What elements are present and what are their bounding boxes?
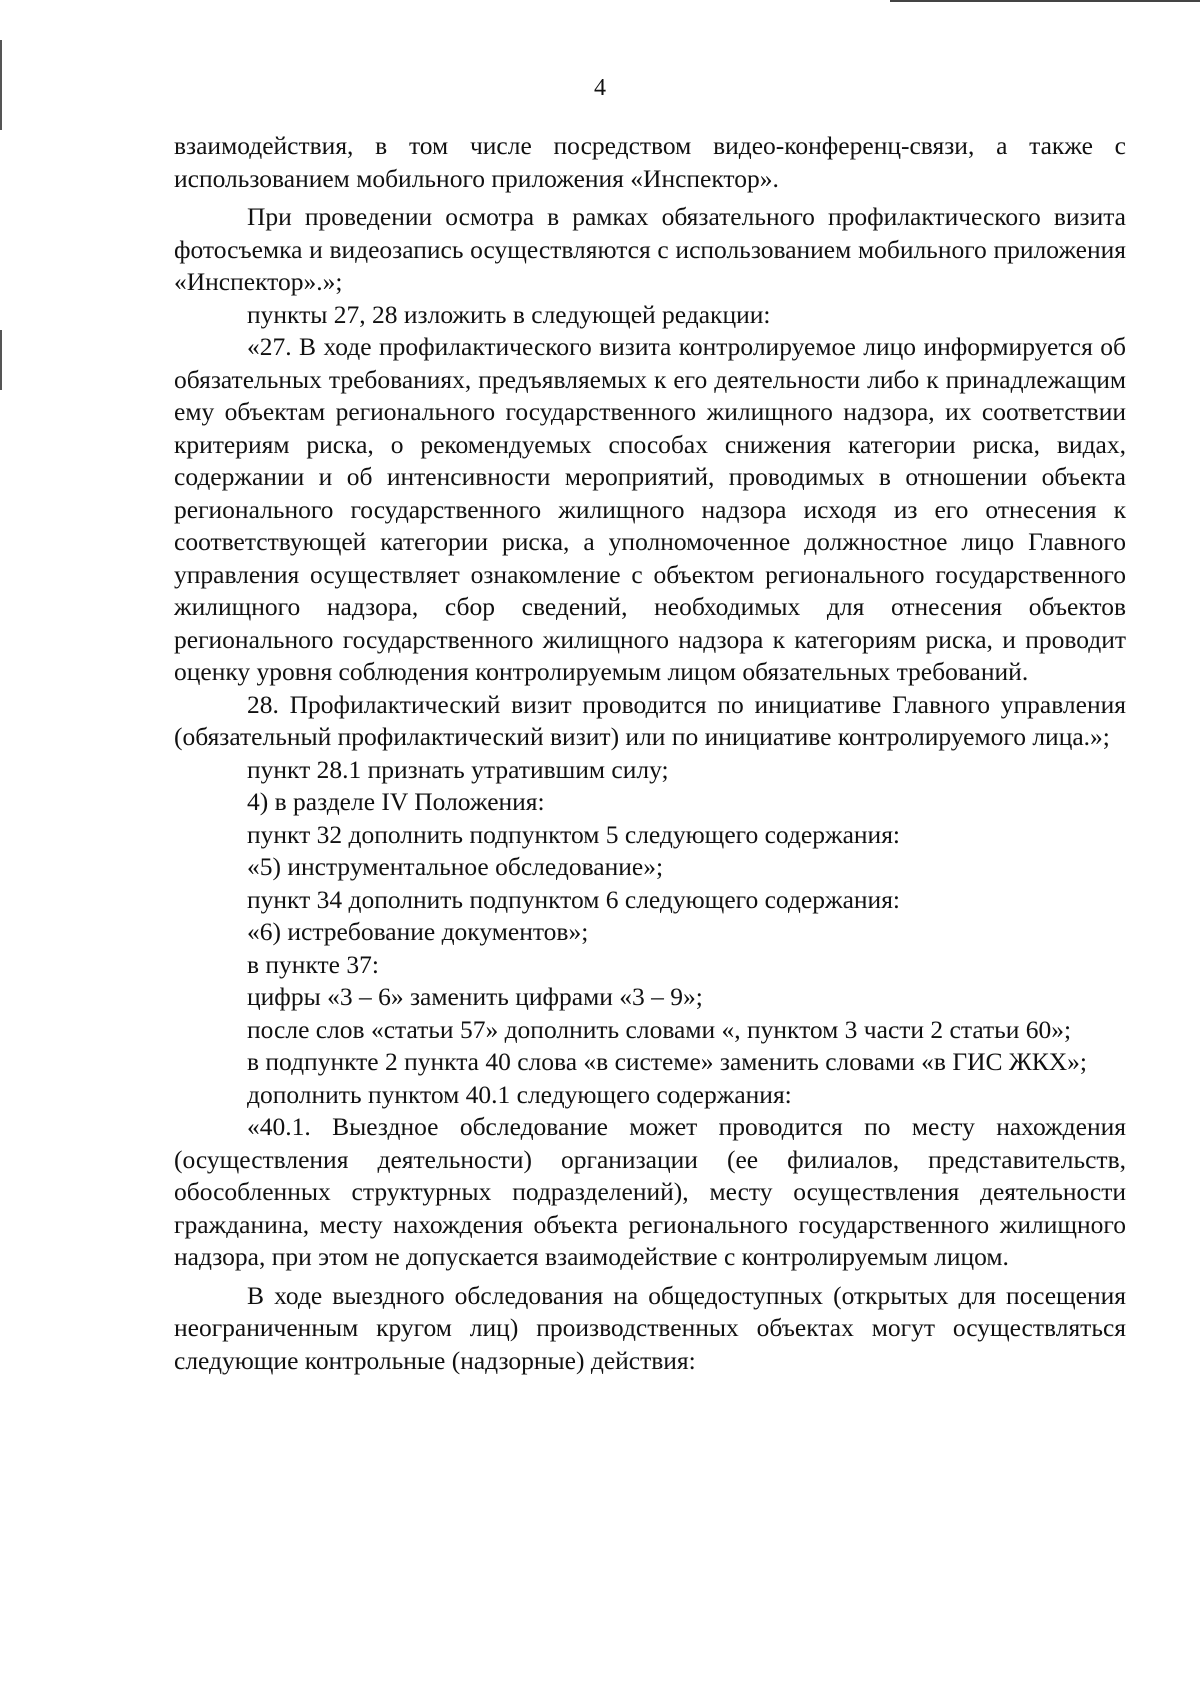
paragraph: цифры «3 – 6» заменить цифрами «3 – 9»; xyxy=(247,982,703,1011)
paragraph: 4) в разделе IV Положения: xyxy=(247,787,545,816)
paragraph: пункт 34 дополнить подпунктом 6 следующего содержания: xyxy=(247,884,901,914)
paragraph-item-40-1: «40.1. Выездное обследование может проводится по месту нахождения (осуществления деятельности) организации (ее филиалов, представительств, обособленных структурных подразделений), месту осуществления деятельности гражданина, месту нахождения объекта регионального государственного жилищного надзора, при этом не допускается взаимодействие с контролируемым лицом. xyxy=(174,1112,1126,1271)
paragraph: При проведении осмотра в рамках обязательного профилактического визита фотосъемка и видеозапись осуществляются с использованием мобильного приложения «Инспектор».»; xyxy=(174,202,1126,296)
paragraph: после слов «статьи 57» дополнить словами «, пунктом 3 части 2 статьи 60»; xyxy=(247,1014,1072,1044)
paragraph-item-28: 28. Профилактический визит проводится по инициативе Главного управления (обязательный профилактический визит) или по инициативе контролируемого лица.»; xyxy=(174,689,1126,751)
scan-artifact-top-line xyxy=(890,0,1200,2)
scan-artifact-left-edge xyxy=(0,330,2,390)
paragraph: «6) истребование документов»; xyxy=(247,917,589,946)
page-number: 4 xyxy=(594,75,606,101)
paragraph: «5) инструментальное обследование»; xyxy=(247,852,664,881)
paragraph: в пункте 37: xyxy=(247,949,379,979)
paragraph-continuation: взаимодействия, в том числе посредством видео-конференц-связи, а также с использованием мобильного приложения «Инспектор». xyxy=(174,131,1126,193)
paragraph-item-27: «27. В ходе профилактического визита контролируемое лицо информируется об обязательных требованиях, предъявляемых к его деятельности либо к принадлежащим ему объектам регионального государственного жилищного надзора, их соответствии критериям риска, о рекомендуемых способах снижения категории риска, видах, содержании и об интенсивности мероприятий, проводимых в отношении объекта регионального государственного жилищного надзора исходя из его отнесения к соответствующей категории риска, а уполномоченное должностное лицо Главного управления осуществляет ознакомление с объектом регионального государственного жилищного надзора, сбор сведений, необходимых для отнесения объектов регионального государственного жилищного надзора к категориям риска, и проводит оценку уровня соблюдения контролируемым лицом обязательных требований. xyxy=(174,332,1126,686)
document-body xyxy=(174,130,1126,1377)
paragraph: дополнить пунктом 40.1 следующего содержания: xyxy=(247,1079,792,1109)
paragraph: пункты 27, 28 изложить в следующей редакции: xyxy=(247,299,771,329)
paragraph: пункт 28.1 признать утратившим силу; xyxy=(247,754,669,784)
paragraph: пункт 32 дополнить подпунктом 5 следующего содержания: xyxy=(247,819,901,849)
paragraph: В ходе выездного обследования на общедоступных (открытых для посещения неограниченным кругом лиц) производственных объектах могут осуществляться следующие контрольные (надзорные) действия: xyxy=(174,1280,1126,1375)
paragraph: в подпункте 2 пункта 40 слова «в системе» заменить словами «в ГИС ЖКХ»; xyxy=(247,1047,1087,1076)
